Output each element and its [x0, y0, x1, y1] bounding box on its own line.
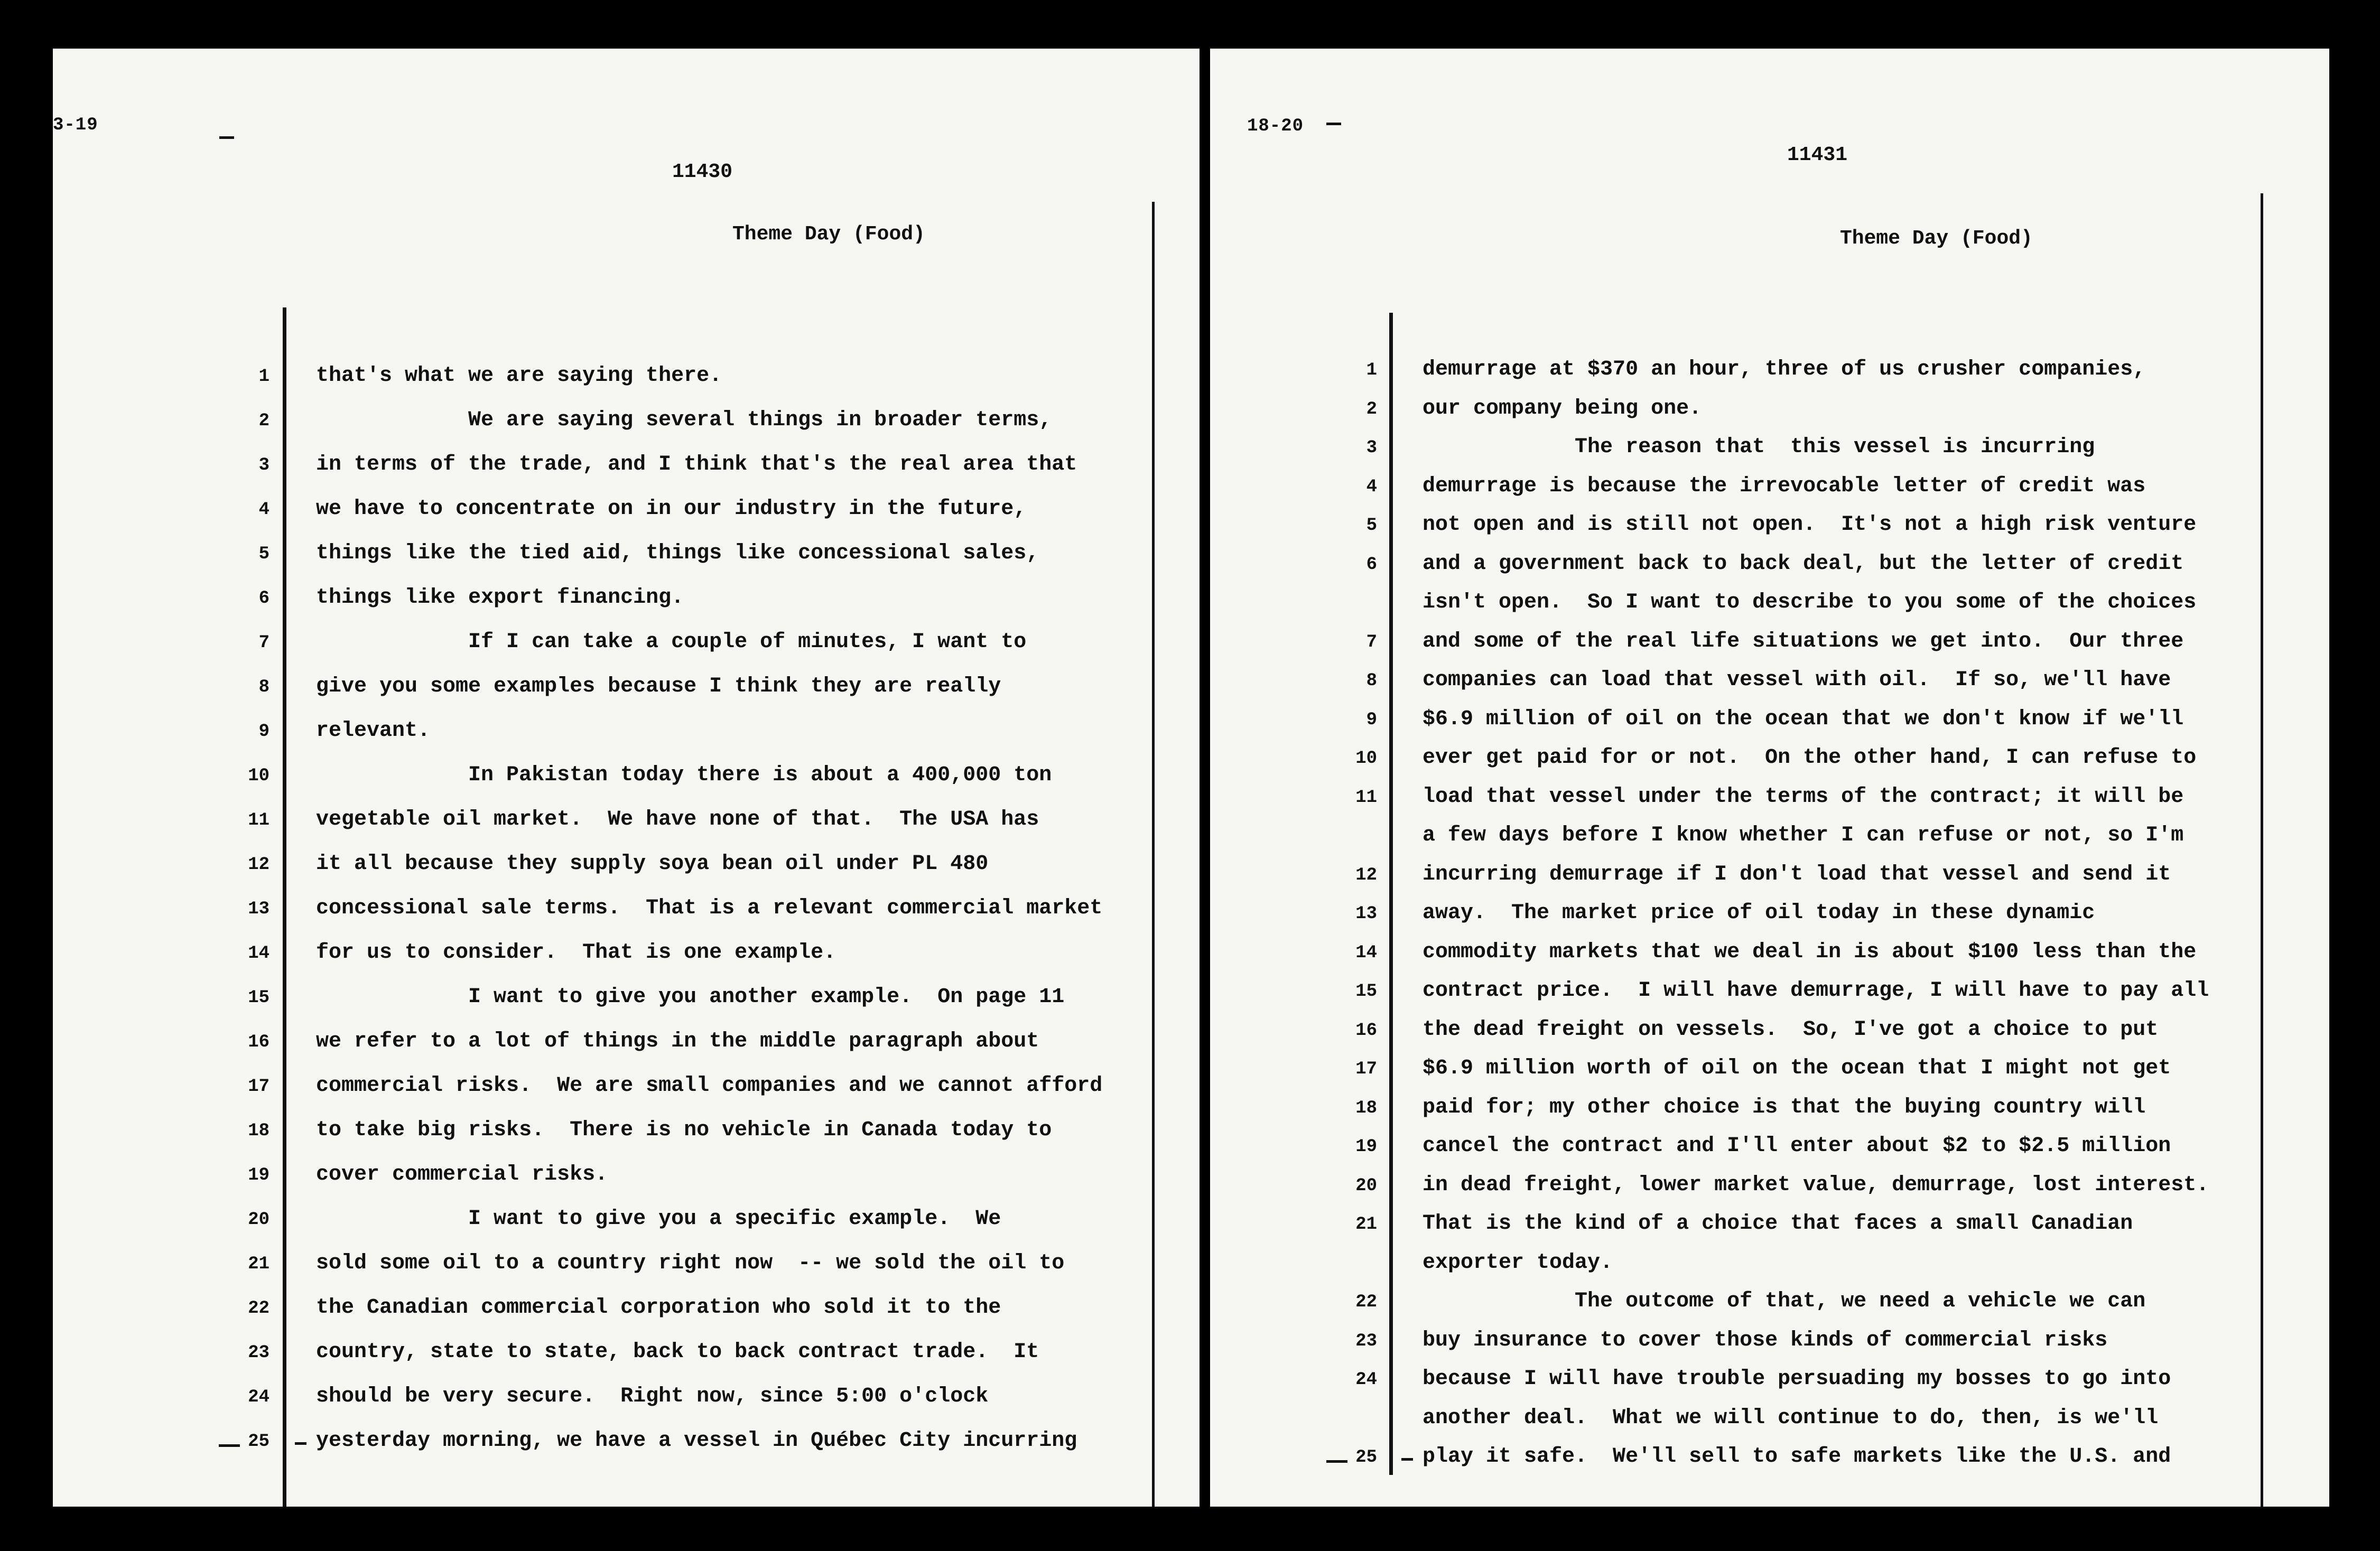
transcript-line: we have to concentrate on in our industry in the future,: [316, 497, 1027, 521]
transcript-line: in dead freight, lower market value, demurrage, lost interest.: [1423, 1173, 2209, 1197]
line-number: 14: [248, 943, 269, 964]
transcript-line: yesterday morning, we have a vessel in Québec City incurring: [316, 1429, 1077, 1453]
line-number: 3: [258, 455, 269, 475]
transcript-line: $6.9 million worth of oil on the ocean that I might not get: [1423, 1057, 2171, 1080]
right-margin-rule: [2261, 193, 2263, 1507]
line-number: 18: [1355, 1098, 1377, 1118]
line-number: 9: [258, 722, 269, 742]
transcript-line: demurrage at $370 an hour, three of us crusher companies,: [1423, 358, 2146, 381]
line-number: 2: [1366, 399, 1377, 419]
line-25-marker: [219, 1444, 240, 1447]
transcript-page-left: [53, 49, 1200, 1507]
line-number: 20: [248, 1210, 269, 1230]
line-number: 22: [1355, 1292, 1377, 1312]
transcript-line: buy insurance to cover those kinds of commercial risks: [1423, 1328, 2108, 1352]
transcript-line: sold some oil to a country right now -- we sold the oil to: [316, 1251, 1065, 1275]
line-number: 5: [1366, 516, 1377, 536]
transcript-line: the Canadian commercial corporation who sold it to the: [316, 1296, 1001, 1320]
left-margin-rule: [1389, 313, 1393, 1475]
transcript-line: We are saying several things in broader terms,: [316, 408, 1052, 432]
left-margin-rule: [283, 307, 286, 1507]
line-number: 1: [1366, 360, 1377, 380]
transcript-line: commodity markets that we deal in is about $100 less than the: [1423, 940, 2197, 964]
line-number: 25: [248, 1432, 269, 1452]
transcript-line: country, state to state, back to back contract trade. It: [316, 1340, 1039, 1364]
line-number: 6: [258, 588, 269, 609]
line-number: 17: [248, 1077, 269, 1097]
line-number: 14: [1355, 942, 1377, 963]
transcript-line: demurrage is because the irrevocable letter of credit was: [1423, 474, 2146, 498]
line-number: 24: [248, 1387, 269, 1407]
transcript-line: and a government back to back deal, but the letter of credit: [1423, 552, 2184, 576]
line-number: 17: [1355, 1059, 1377, 1079]
transcript-line: If I can take a couple of minutes, I want to: [316, 630, 1027, 654]
line-number: 15: [1355, 982, 1377, 1002]
line-number: 19: [1355, 1137, 1377, 1157]
transcript-line: should be very secure. Right now, since 5:00 o'clock: [316, 1385, 989, 1408]
line-number: 13: [1355, 904, 1377, 924]
page-number: 11430: [672, 161, 733, 183]
section-title: Theme Day (Food): [1840, 227, 2033, 250]
transcript-line: incurring demurrage if I don't load that vessel and send it: [1423, 862, 2171, 886]
line-number: 9: [1366, 709, 1377, 730]
corner-dash: [1326, 123, 1341, 125]
transcript-line: concessional sale terms. That is a relevant commercial market: [316, 896, 1103, 920]
line-number: 10: [248, 766, 269, 786]
transcript-line: companies can load that vessel with oil. If so, we'll have: [1423, 668, 2171, 692]
line-number: 11: [248, 810, 269, 830]
transcript-line: we refer to a lot of things in the middle paragraph about: [316, 1030, 1039, 1053]
transcript-line: away. The market price of oil today in these dynamic: [1423, 901, 2095, 925]
page-corner-id: 18-20: [1247, 116, 1304, 136]
page-number: 11431: [1787, 144, 1848, 166]
transcript-line: and some of the real life situations we get into. Our three: [1423, 629, 2184, 653]
transcript-line: commercial risks. We are small companies and we cannot afford: [316, 1074, 1103, 1098]
line-number: 19: [248, 1165, 269, 1185]
transcript-line: paid for; my other choice is that the buying country will: [1423, 1095, 2146, 1119]
line-number: 4: [1366, 476, 1377, 497]
transcript-line: That is the kind of a choice that faces a small Canadian: [1423, 1212, 2133, 1236]
transcript-line: isn't open. So I want to describe to you some of the choices: [1423, 591, 2197, 614]
transcript-line: In Pakistan today there is about a 400,000 ton: [316, 763, 1052, 787]
line-number: 16: [1355, 1020, 1377, 1041]
corner-dash: [219, 136, 234, 139]
transcript-line: play it safe. We'll sell to safe markets like the U.S. and: [1423, 1445, 2171, 1469]
transcript-line: contract price. I will have demurrage, I will have to pay all: [1423, 979, 2209, 1003]
line-number: 11: [1355, 787, 1377, 808]
transcript-line: $6.9 million of oil on the ocean that we don't know if we'll: [1423, 707, 2184, 731]
line-number: 7: [258, 633, 269, 653]
line-number: 24: [1355, 1370, 1377, 1390]
line-number: 16: [248, 1032, 269, 1052]
line-number: 20: [1355, 1175, 1377, 1196]
line-number: 3: [1366, 438, 1377, 458]
transcript-line: another deal. What we will continue to do, then, is we'll: [1423, 1406, 2159, 1430]
transcript-line: things like export financing.: [316, 586, 684, 610]
transcript-line: give you some examples because I think they are really: [316, 675, 1001, 698]
transcript-line: cover commercial risks.: [316, 1163, 608, 1186]
line-number: 15: [248, 988, 269, 1008]
line-25-marker: [1326, 1460, 1347, 1463]
line-25-marker: [295, 1442, 306, 1445]
transcript-line: vegetable oil market. We have none of that. The USA has: [316, 808, 1039, 831]
line-number: 8: [1366, 671, 1377, 691]
line-number: 18: [248, 1121, 269, 1141]
line-number: 8: [258, 677, 269, 697]
line-number: 12: [248, 855, 269, 875]
line-number: 23: [248, 1343, 269, 1363]
transcript-line: not open and is still not open. It's not a high risk venture: [1423, 513, 2197, 537]
line-number: 21: [248, 1254, 269, 1274]
transcript-line: The reason that this vessel is incurring: [1423, 435, 2095, 459]
transcript-line: for us to consider. That is one example.: [316, 941, 836, 965]
transcript-line: things like the tied aid, things like concessional sales,: [316, 541, 1039, 565]
transcript-line: a few days before I know whether I can refuse or not, so I'm: [1423, 824, 2184, 847]
line-number: 25: [1355, 1447, 1377, 1468]
transcript-line: exporter today.: [1423, 1250, 1613, 1275]
transcript-line: in terms of the trade, and I think that's the real area that: [316, 453, 1077, 476]
transcript-line: cancel the contract and I'll enter about $2 to $2.5 million: [1423, 1134, 2171, 1158]
line-number: 7: [1366, 632, 1377, 652]
line-number: 23: [1355, 1331, 1377, 1351]
line-number: 5: [258, 544, 269, 564]
section-title: Theme Day (Food): [732, 223, 925, 246]
right-margin-rule: [1152, 202, 1155, 1507]
transcript-line: because I will have trouble persuading my bosses to go into: [1423, 1367, 2171, 1391]
page-corner-id: 3-19: [53, 115, 98, 135]
line-number: 1: [258, 367, 269, 387]
transcript-line: I want to give you a specific example. We: [316, 1207, 1001, 1231]
transcript-line: relevant.: [316, 719, 431, 743]
line-number: 6: [1366, 554, 1377, 575]
transcript-line: the dead freight on vessels. So, I've got a choice to put: [1423, 1017, 2159, 1042]
transcript-line: it all because they supply soya bean oil under PL 480: [316, 852, 989, 876]
line-number: 2: [258, 411, 269, 431]
transcript-line: load that vessel under the terms of the contract; it will be: [1423, 784, 2184, 809]
line-number: 22: [248, 1298, 269, 1319]
transcript-page-right: [1210, 49, 2329, 1507]
line-25-marker: [1401, 1458, 1413, 1461]
line-number: 12: [1355, 865, 1377, 885]
transcript-line: that's what we are saying there.: [316, 364, 722, 388]
transcript-line: to take big risks. There is no vehicle in Canada today to: [316, 1118, 1052, 1142]
transcript-line: our company being one.: [1423, 396, 1702, 421]
line-number: 4: [258, 500, 269, 520]
line-number: 21: [1355, 1214, 1377, 1235]
line-number: 13: [248, 899, 269, 919]
transcript-line: The outcome of that, we need a vehicle we can: [1423, 1290, 2146, 1313]
transcript-line: I want to give you another example. On page 11: [316, 985, 1065, 1009]
transcript-line: ever get paid for or not. On the other hand, I can refuse to: [1423, 746, 2197, 770]
line-number: 10: [1355, 749, 1377, 769]
